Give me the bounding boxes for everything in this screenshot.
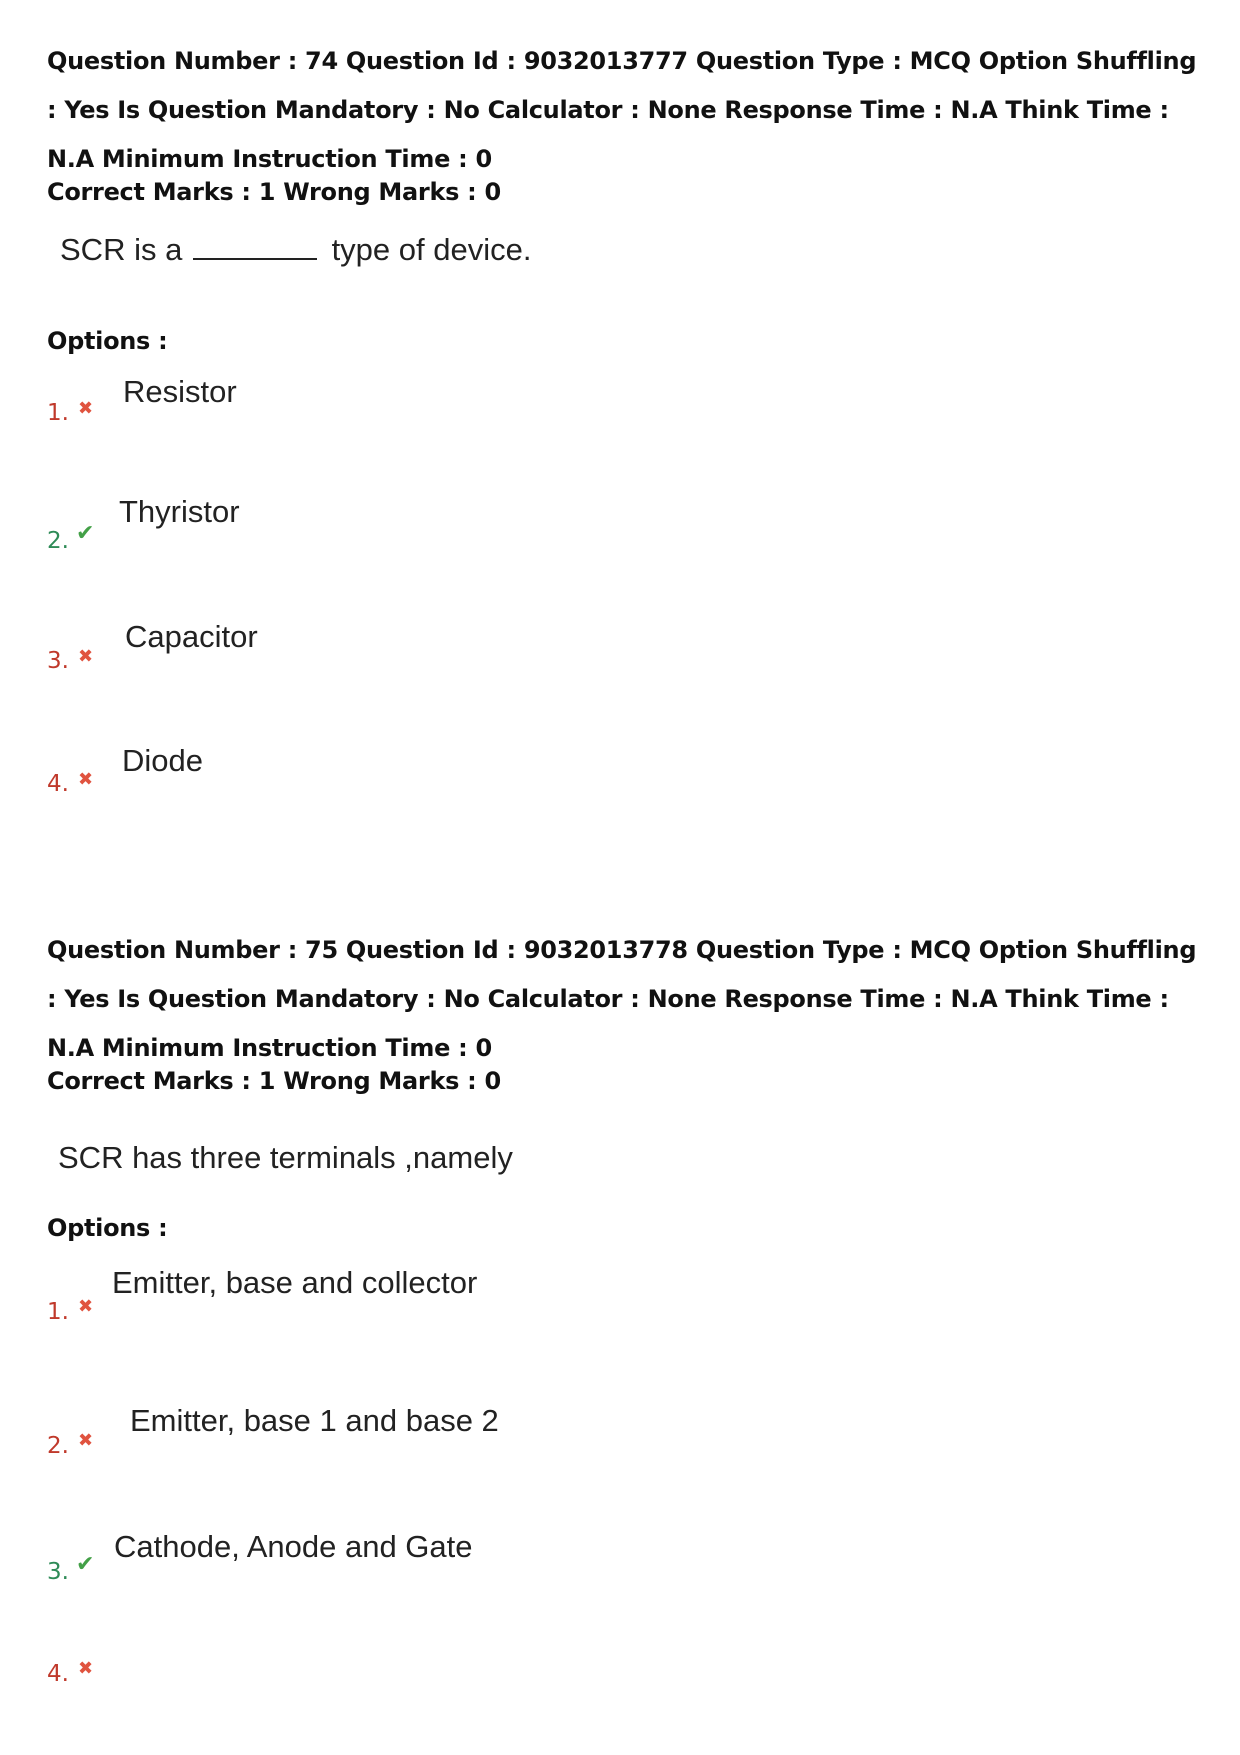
question-74-meta: Question Number : 74 Question Id : 9032013777 Question Type : MCQ Option Shuffling : Yes Is Question Mandatory : No Calculator : None Response Time : N.A Think Time : N.A Minimum Instruction Time : 0 [47,47,1197,173]
q75-option-4-number: 4. [47,1661,69,1687]
question-74-options-label: Options : [47,327,168,355]
q75-option-3-text: Cathode, Anode and Gate [114,1529,473,1564]
fill-in-blank [193,232,317,260]
question-75-meta: Question Number : 75 Question Id : 9032013778 Question Type : MCQ Option Shuffling : Yes Is Question Mandatory : No Calculator : None Response Time : N.A Think Time : N.A Minimum Instruction Time : 0 [47,936,1197,1062]
check-icon: ✔ [76,521,95,546]
cross-icon: ✖ [78,1658,94,1679]
q74-option-1-number: 1. [47,400,69,426]
cross-icon: ✖ [78,1430,94,1451]
question-74-marks: Correct Marks : 1 Wrong Marks : 0 [47,178,501,206]
q75-option-1-number: 1. [47,1299,69,1325]
cross-icon: ✖ [78,398,94,419]
cross-icon: ✖ [78,769,94,790]
q74-option-2-text: Thyristor [119,494,240,529]
q74-option-4-text: Diode [122,743,203,778]
cross-icon: ✖ [78,646,94,667]
q75-option-2-text: Emitter, base 1 and base 2 [130,1403,499,1438]
q75-option-3-number: 3. [47,1559,69,1585]
cross-icon: ✖ [78,1296,94,1317]
q75-option-2-number: 2. [47,1433,69,1459]
question-74-text-before: SCR is a [60,232,183,267]
q74-option-1-text: Resistor [123,374,237,409]
q74-option-3-number: 3. [47,648,69,674]
q74-option-3-text: Capacitor [125,619,258,654]
q74-option-4-number: 4. [47,771,69,797]
question-74-text [60,232,531,268]
question-75-options-label: Options : [47,1214,168,1242]
question-75-marks: Correct Marks : 1 Wrong Marks : 0 [47,1067,501,1095]
q75-option-1-text: Emitter, base and collector [112,1265,478,1300]
question-74-text-after: type of device. [331,232,532,267]
check-icon: ✔ [76,1552,95,1577]
q74-option-2-number: 2. [47,528,69,554]
question-75-text: SCR has three terminals ,namely [58,1140,513,1175]
